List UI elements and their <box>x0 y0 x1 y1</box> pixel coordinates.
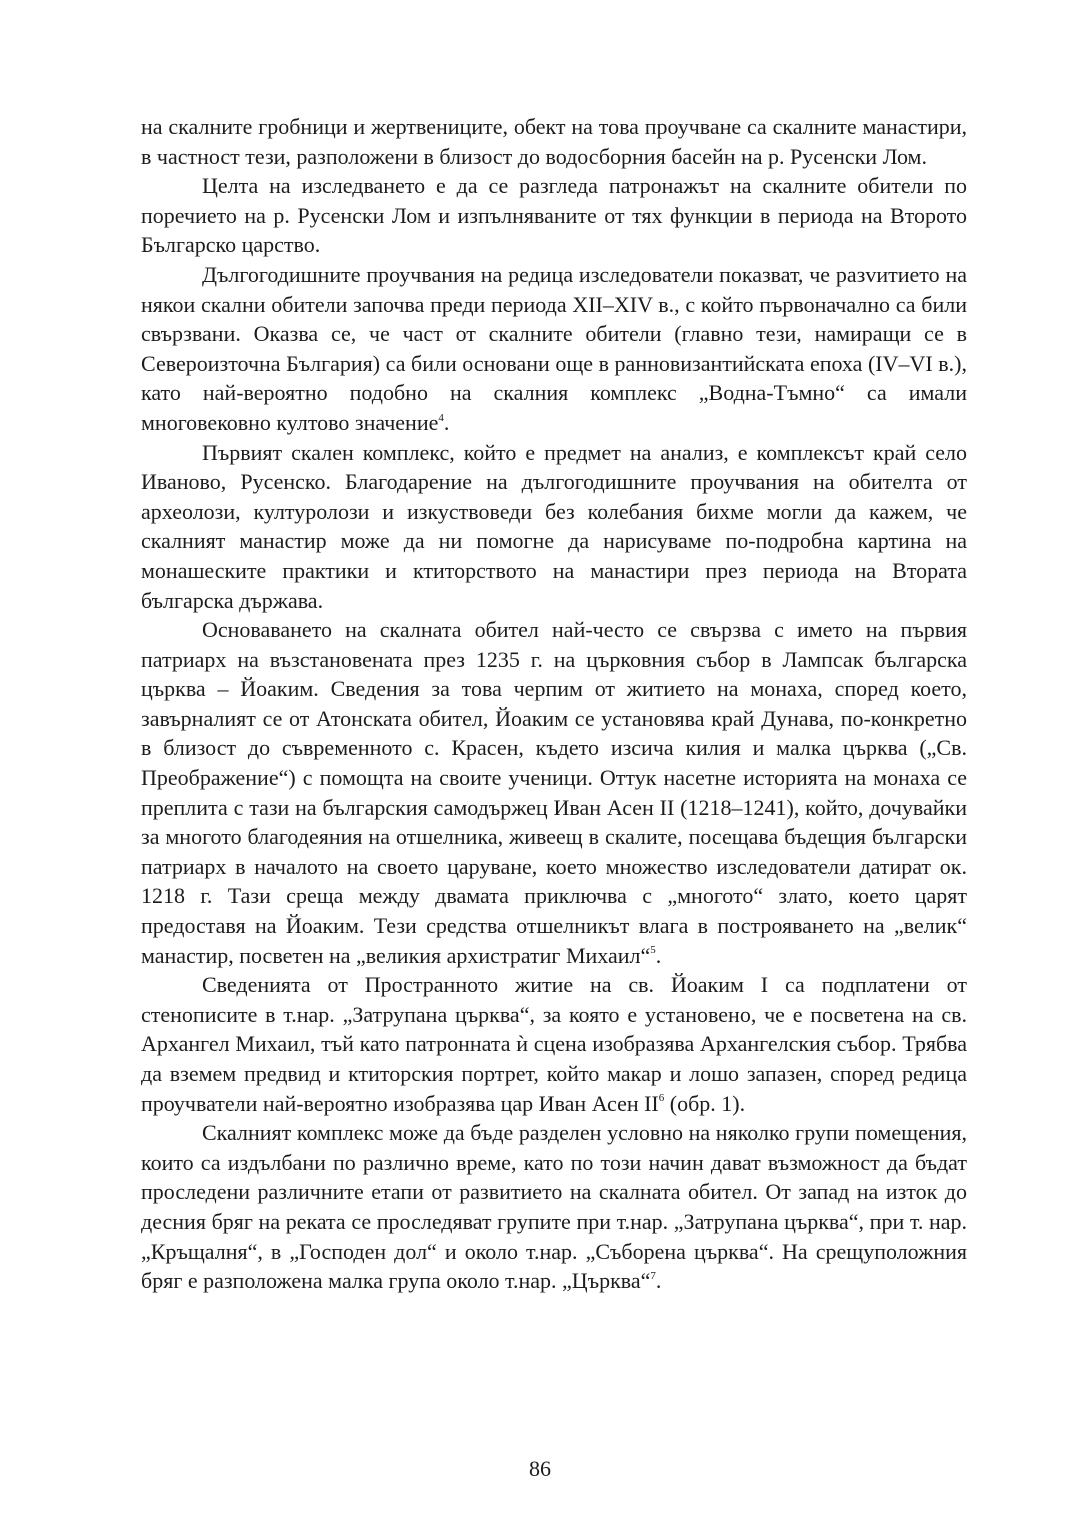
footnote-ref: 6 <box>658 1092 665 1105</box>
paragraph <box>141 260 967 438</box>
paragraph-text: . <box>443 409 450 435</box>
paragraph <box>141 1118 967 1296</box>
paragraph-text: Скалният комплекс може да бъде разделен условно на няколко групи помещения, които са издълбани по различно време, като по този начин дават възможност да бъдат проследени различните етапи от развитието на скалната обител. От запад на изток до десния бряг на реката се проследяват групите при т.нар. „Затрупана църква“, при т. нар. „Кръщалня“, в „Господен дол“ и около т.нар. „Съборена църква“. На срещуположния бряг е разположена малка група около т.нар. „Църква“ <box>141 1120 967 1294</box>
document-body <box>141 112 967 1296</box>
paragraph <box>141 171 967 260</box>
paragraph-text: . <box>655 942 662 968</box>
footnote-ref: 7 <box>650 1269 656 1282</box>
paragraph-text: (обр. 1). <box>664 1090 746 1116</box>
paragraph-text: Сведенията от Пространното житие на св. Йоаким I са подплатени от стенописите в т.нар. „Затрупана църква“, за която е установено, че е посветена на св. Архангел Михаил, тъй като патронната ѝ сцена изобразява Архангелския събор. Трябва да вземем предвид и ктиторския портрет, който макар и лошо запазен, според редица проучватели най-вероятно изобразява цар Иван Асен II <box>141 972 967 1116</box>
paragraph-list <box>141 112 967 1296</box>
paragraph <box>141 970 967 1118</box>
paragraph-text: Целта на изследването е да се разгледа патронажът на скалните обители по поречието на р. Русенски Лом и изпълняваните от тях функции в периода на Второто Българско царство. <box>141 173 967 258</box>
footnote-ref: 4 <box>438 411 444 424</box>
paragraph-text: Основаването на скалната обител най-често се свързва с името на първия патриарх на възстановената през 1235 г. на църковния събор в Лампсак българска църква – Йоаким. Сведения за това черпим от житието на монаха, според което, завърналият се от Атонската обител, Йоаким се установява край Дунава, по-конкретно в близост до съвременното с. Красен, където изсича килия и малка църква („Св. Преображение“) с помощта на своите ученици. Оттук насетне историята на монаха се преплита с тази на българския самодържец Иван Асен II (1218–1241), който, дочувайки за многото благодеяния на отшелника, живеещ в скалите, посещава бъдещия български патриарх в началото на своето царуване, което множество изследователи датират ок. 1218 г. Тази среща между двамата приключва с „многото“ злато, което царят предоставя на Йоаким. Тези средства отшелникът влага в построяването на „велик“ манастир, посветен на „великия архистратиг Михаил“ <box>141 617 967 968</box>
paragraph-text: на скалните гробници и жертвениците, обект на това проучване са скалните манастири, в частност тези, разположени в близост до водосборния басейн на р. Русенски Лом. <box>141 114 967 169</box>
footnote-ref: 5 <box>650 944 656 957</box>
paragraph-text: . <box>655 1268 662 1294</box>
paragraph-text: Първият скален комплекс, който е предмет на анализ, е комплексът край село Иваново, Русенско. Благодарение на дългогодишните проучвания на обителта от археолози, културолози и изкуствоведи без колебания бихме могли да кажем, че скалният манастир може да ни помогне да нарисуваме по-подробна картина на монашеските практики и ктиторството на манастири през периода на Втората българска държава. <box>141 439 967 613</box>
paragraph-text: Дългогодишните проучвания на редица изследователи показват, че разvитието на някои скални обители започва преди периода XII–XIV в., с който първоначално са били свързвани. Оказва се, че част от скалните обители (главно тези, намиращи се в Североизточна България) са били основани още в ранновизантийската епоха (IV–VI в.), като най-вероятно подобно на скалния комплекс „Водна-Тъмно“ са имали многовековно култово значение <box>141 261 967 435</box>
paragraph <box>141 615 967 970</box>
paragraph <box>141 438 967 616</box>
page-number: 86 <box>529 1456 551 1481</box>
paragraph <box>141 112 967 171</box>
